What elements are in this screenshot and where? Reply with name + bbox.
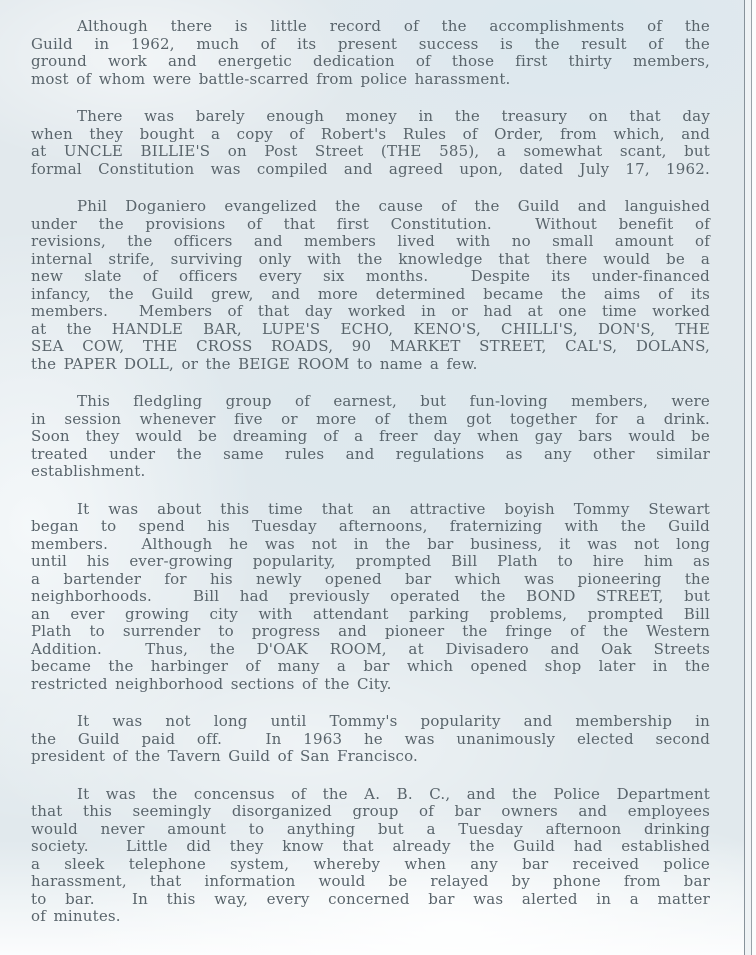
text-line: Phil Doganiero evangelized the cause of the Guild and languished	[77, 197, 710, 215]
paragraph	[31, 393, 710, 481]
text-line: new slate of officers every six months. Despite its under-financed	[31, 267, 710, 285]
paragraph	[31, 198, 710, 373]
text-line: SEA COW, THE CROSS ROADS, 90 MARKET STREET, CAL'S, DOLANS,	[31, 337, 710, 355]
text-line: It was about this time that an attractive boyish Tommy Stewart	[77, 499, 710, 518]
text-line: treated under the same rules and regulations as any other similar	[31, 444, 710, 463]
text-line: when they bought a copy of Robert's Rules of Order, from which, and	[31, 124, 710, 143]
text-line: the Guild paid off. In 1963 he was unanimously elected second	[31, 729, 710, 748]
scan-edge-line	[751, 0, 752, 955]
paragraph	[31, 501, 710, 694]
text-line: Soon they would be dreaming of a freer day when gay bars would be	[31, 427, 710, 445]
paragraph	[31, 18, 710, 88]
paragraph	[31, 108, 710, 178]
text-line: that this seemingly disorganized group of bar owners and employees	[31, 802, 710, 820]
text-line: It was not long until Tommy's popularity and membership in	[77, 712, 710, 730]
text-line: of minutes.	[31, 907, 121, 925]
text-line: became the harbinger of many a bar which opened shop later in the	[31, 657, 710, 675]
text-line: president of the Tavern Guild of San Francisco.	[31, 747, 419, 765]
text-line: in session whenever five or more of them got together for a drink.	[31, 409, 710, 428]
text-line: an ever growing city with attendant parking problems, prompted Bill	[31, 604, 710, 623]
text-line: neighborhoods. Bill had previously operated the BOND STREET, but	[31, 587, 710, 605]
text-line: began to spend his Tuesday afternoons, fraternizing with the Guild	[31, 517, 710, 535]
text-line: the PAPER DOLL, or the BEIGE ROOM to name a few.	[31, 354, 478, 373]
document-text	[31, 18, 710, 926]
text-line: formal Constitution was compiled and agreed upon, dated July 17, 1962.	[31, 159, 710, 178]
text-line: Guild in 1962, much of its present success is the result of the	[31, 34, 710, 53]
text-line: society. Little did they know that already the Guild had established	[31, 837, 710, 855]
text-line: members. Although he was not in the bar business, it was not long	[31, 534, 710, 553]
text-line: Addition. Thus, the D'OAK ROOM, at Divisadero and Oak Streets	[31, 639, 710, 658]
text-line: Although there is little record of the accomplishments of the	[77, 17, 710, 35]
text-line: at the HANDLE BAR, LUPE'S ECHO, KENO'S, CHILLI'S, DON'S, THE	[31, 319, 710, 338]
text-line: This fledgling group of earnest, but fun-loving members, were	[77, 392, 710, 410]
paragraph	[31, 786, 710, 926]
text-line: restricted neighborhood sections of the City.	[31, 674, 392, 693]
text-line: members. Members of that day worked in or had at one time worked	[31, 302, 710, 320]
text-line: at UNCLE BILLIE'S on Post Street (THE 585), a somewhat scant, but	[31, 142, 710, 160]
text-line: establishment.	[31, 462, 146, 480]
text-line: revisions, the officers and members lived with no small amount of	[31, 232, 710, 250]
text-line: most of whom were battle-scarred from police harassment.	[31, 69, 511, 88]
text-line: until his ever-growing popularity, prompted Bill Plath to hire him as	[31, 552, 710, 570]
paragraph	[31, 713, 710, 766]
text-line: ground work and energetic dedication of those first thirty members,	[31, 52, 710, 70]
text-line: would never amount to anything but a Tuesday afternoon drinking	[31, 819, 710, 838]
text-line: a bartender for his newly opened bar which was pioneering the	[31, 569, 710, 588]
text-line: There was barely enough money in the treasury on that day	[77, 107, 710, 125]
text-line: infancy, the Guild grew, and more determined became the aims of its	[31, 284, 710, 303]
text-line: harassment, that information would be relayed by phone from bar	[31, 872, 710, 890]
text-line: internal strife, surviving only with the knowledge that there would be a	[31, 249, 710, 268]
text-line: It was the concensus of the A. B. C., and the Police Department	[77, 784, 710, 803]
text-line: under the provisions of that first Constitution. Without benefit of	[31, 214, 710, 233]
text-line: a sleek telephone system, whereby when any bar received police	[31, 854, 710, 873]
text-line: Plath to surrender to progress and pioneer the fringe of the Western	[31, 622, 710, 640]
scan-edge-line	[744, 0, 745, 955]
text-line: to bar. In this way, every concerned bar was alerted in a matter	[31, 889, 710, 908]
scan-right-margin	[752, 0, 756, 955]
